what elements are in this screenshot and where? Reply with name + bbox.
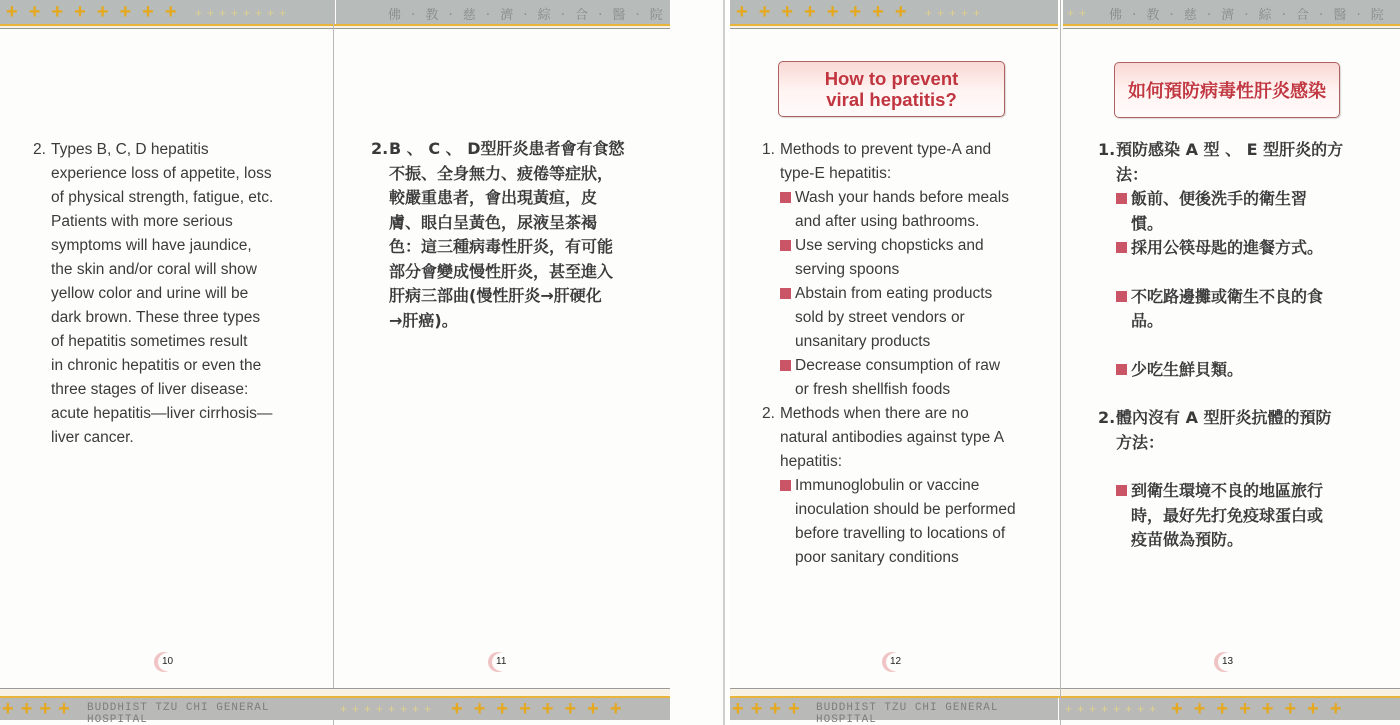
item-number: 2. — [33, 141, 46, 158]
title-line: 如何預防病毒性肝炎感染 — [1128, 81, 1326, 102]
page-13-title-box — [1114, 62, 1340, 118]
plus-cross-icon: + — [732, 698, 744, 720]
page-number-10: 10 — [154, 652, 178, 674]
hospital-name-en: BUDDHIST TZU CHI GENERAL HOSPITAL — [816, 702, 999, 725]
footer-rule — [730, 688, 1400, 698]
plus-cross-icon: + — [39, 698, 52, 720]
footer-band-page-12 — [730, 698, 1058, 725]
list-item — [1098, 406, 1360, 553]
footer-band-page-11 — [334, 698, 670, 720]
title-line: How to prevent — [824, 68, 959, 89]
square-bullet-icon — [1116, 291, 1127, 302]
square-bullet-icon — [780, 480, 791, 491]
bullet-item: 到衛生環境不良的地區旅行 時，最好先打免疫球蛋白或 疫苗做為預防。 — [1116, 479, 1332, 553]
header-band-page-10 — [0, 0, 335, 24]
list-item — [33, 138, 323, 450]
square-bullet-icon — [780, 288, 791, 299]
item-number: 2. — [1098, 408, 1116, 427]
page-12-title-box — [778, 61, 1005, 117]
plus-cross-icon: + — [142, 1, 154, 23]
list-item — [371, 137, 641, 333]
footer-crosses — [732, 699, 800, 719]
item-text: Types B, C, D hepatitis experience loss of appetite, loss of physical strength, fatigue, etc. Patients with more serious symptoms will have jaundice, the skin and/or coral will show yellow color and urine will be dark brown. These three types of hepatitis sometimes result in chronic hepatitis or even the three stages of liver disease: acute hepatitis—liver cirrhosis— liver cancer. — [51, 141, 274, 446]
header-crosses — [736, 2, 907, 22]
item-number: 1. — [1098, 140, 1116, 159]
plus-cross-icon: + — [750, 698, 763, 720]
footer-crosses — [2, 699, 70, 719]
plus-cross-icon: + — [758, 1, 771, 23]
plus-cross-icon: + — [164, 1, 177, 23]
page-number-11: 11 — [488, 652, 512, 674]
footer-faint-crosses: + + + + + + + + — [1065, 702, 1157, 716]
plus-cross-icon: + — [736, 1, 748, 23]
header-rule — [1063, 24, 1400, 29]
footer-crosses — [451, 699, 622, 719]
plus-cross-icon: + — [894, 1, 907, 23]
spread-gutter — [723, 0, 730, 725]
plus-cross-icon: + — [849, 1, 862, 23]
plus-cross-icon: + — [58, 698, 70, 720]
plus-cross-icon: + — [74, 1, 86, 23]
plus-cross-icon: + — [51, 1, 64, 23]
list-item — [762, 402, 1062, 570]
footer-band-page-10 — [0, 698, 333, 725]
plus-cross-icon: + — [587, 698, 599, 720]
page-12-body — [762, 138, 1062, 570]
bullet-item: 不吃路邊攤或衛生不良的食 品。 — [1116, 285, 1343, 334]
header-rule — [0, 24, 670, 29]
header-faint-crosses: + + + + + — [925, 6, 981, 20]
list-item — [762, 138, 1062, 402]
page-11-body — [371, 137, 641, 333]
square-bullet-icon — [780, 192, 791, 203]
plus-cross-icon: + — [451, 698, 463, 720]
list-item — [1098, 138, 1360, 406]
square-bullet-icon — [1116, 193, 1127, 204]
bullet-item: 少吃生鮮貝類。 — [1116, 358, 1343, 383]
footer-faint-crosses: + + + + + + + + — [340, 702, 432, 716]
plus-cross-icon: + — [804, 1, 816, 23]
square-bullet-icon — [780, 240, 791, 251]
plus-cross-icon: + — [28, 1, 41, 23]
plus-cross-icon: + — [6, 1, 18, 23]
page-number-13: 13 — [1214, 652, 1238, 674]
header-crosses — [6, 2, 177, 22]
plus-cross-icon: + — [769, 698, 782, 720]
header-faint-crosses: + + — [1067, 6, 1087, 20]
footer-crosses — [1171, 699, 1342, 719]
bullet-item: 飯前、便後洗手的衛生習 慣。 — [1116, 187, 1343, 236]
square-bullet-icon — [1116, 242, 1127, 253]
item-number: 1. — [762, 141, 775, 158]
item-text: B 、 C 、 D型肝炎患者會有食慾 不振、全身無力、疲倦等症狀， 較嚴重患者，會出現黃疸，皮 膚、眼白呈黃色，尿液呈茶褐 色：這三種病毒性肝炎，有可能 部分會變成慢性肝炎，甚至進入 肝病三部曲(慢性肝炎→肝硬化 →肝癌)。 — [389, 139, 625, 330]
header-band-page-12 — [730, 0, 1058, 24]
bullet-item: Decrease consumption of raw or fresh shellfish foods — [780, 354, 1009, 402]
bullet-item: Abstain from eating products sold by street vendors or unsanitary products — [780, 282, 1009, 354]
hospital-name-en: BUDDHIST TZU CHI GENERAL HOSPITAL — [87, 702, 270, 725]
spread-pages-12-13 — [730, 0, 1400, 725]
plus-cross-icon: + — [1261, 698, 1274, 720]
plus-cross-icon: + — [119, 1, 132, 23]
header-band-page-11 — [336, 0, 670, 24]
page-fold — [1060, 0, 1061, 725]
item-text: 預防感染 A 型 、 E 型肝炎的方 法： 飯前、便後洗手的衛生習 慣。 採用公筷母匙的進餐方式。 不吃路邊攤或衛生不良的食 品。 少吃生鮮貝類。 — [1116, 138, 1343, 406]
hospital-name-cn: 佛 · 教 · 慈 · 濟 · 綜 · 合 · 醫 · 院 — [1109, 8, 1387, 23]
header-faint-crosses: + + + + + + + + — [195, 6, 287, 20]
plus-cross-icon: + — [541, 698, 554, 720]
bullet-item: Immunoglobulin or vaccine inoculation should be performed before travelling to locations of poor sanitary conditions — [780, 474, 1016, 570]
item-text: Methods to prevent type-A and type-E hepatitis: Wash your hands before meals and after using bathrooms. Use serving chopsticks and serving spoons Abstain from eating products sold by street vendors or unsanitary products Decrease consumption of raw or fresh shellfish foods — [780, 138, 1009, 402]
plus-cross-icon: + — [788, 698, 800, 720]
plus-cross-icon: + — [1239, 698, 1251, 720]
plus-cross-icon: + — [609, 698, 622, 720]
plus-cross-icon: + — [564, 698, 577, 720]
header-band-page-13 — [1063, 0, 1400, 24]
bullet-item: 採用公筷母匙的進餐方式。 — [1116, 236, 1343, 261]
bullet-item: Wash your hands before meals and after using bathrooms. — [780, 186, 1009, 234]
square-bullet-icon — [780, 360, 791, 371]
title-line: viral hepatitis? — [826, 89, 957, 110]
plus-cross-icon: + — [1307, 698, 1319, 720]
page-number-12: 12 — [882, 652, 906, 674]
header-rule — [730, 24, 1058, 29]
plus-cross-icon: + — [20, 698, 33, 720]
hospital-name-cn: 佛 · 教 · 慈 · 濟 · 綜 · 合 · 醫 · 院 — [388, 8, 666, 23]
footer-band-page-13 — [1059, 698, 1400, 720]
page-13-body — [1098, 138, 1360, 553]
plus-cross-icon: + — [496, 698, 509, 720]
page-10-body — [33, 138, 323, 450]
square-bullet-icon — [1116, 364, 1127, 375]
footer-rule — [0, 688, 670, 698]
item-text: Methods when there are no natural antibodies against type A hepatitis: Immunoglobulin or vaccine inoculation should be performed before travelling to locations of poor sanitary conditions — [780, 402, 1016, 570]
plus-cross-icon: + — [872, 1, 884, 23]
page-fold — [333, 0, 334, 725]
bullet-item: Use serving chopsticks and serving spoons — [780, 234, 1009, 282]
plus-cross-icon: + — [96, 1, 109, 23]
item-number: 2. — [371, 139, 389, 158]
plus-cross-icon: + — [1284, 698, 1297, 720]
plus-cross-icon: + — [519, 698, 531, 720]
item-text: 體內沒有 A 型肝炎抗體的預防 方法： 到衛生環境不良的地區旅行 時，最好先打免疫球蛋白或 疫苗做為預防。 — [1116, 406, 1332, 553]
plus-cross-icon: + — [1193, 698, 1206, 720]
item-number: 2. — [762, 405, 775, 422]
plus-cross-icon: + — [826, 1, 839, 23]
plus-cross-icon: + — [781, 1, 794, 23]
plus-cross-icon: + — [1329, 698, 1342, 720]
plus-cross-icon: + — [2, 698, 14, 720]
square-bullet-icon — [1116, 485, 1127, 496]
plus-cross-icon: + — [473, 698, 486, 720]
plus-cross-icon: + — [1171, 698, 1183, 720]
plus-cross-icon: + — [1216, 698, 1229, 720]
